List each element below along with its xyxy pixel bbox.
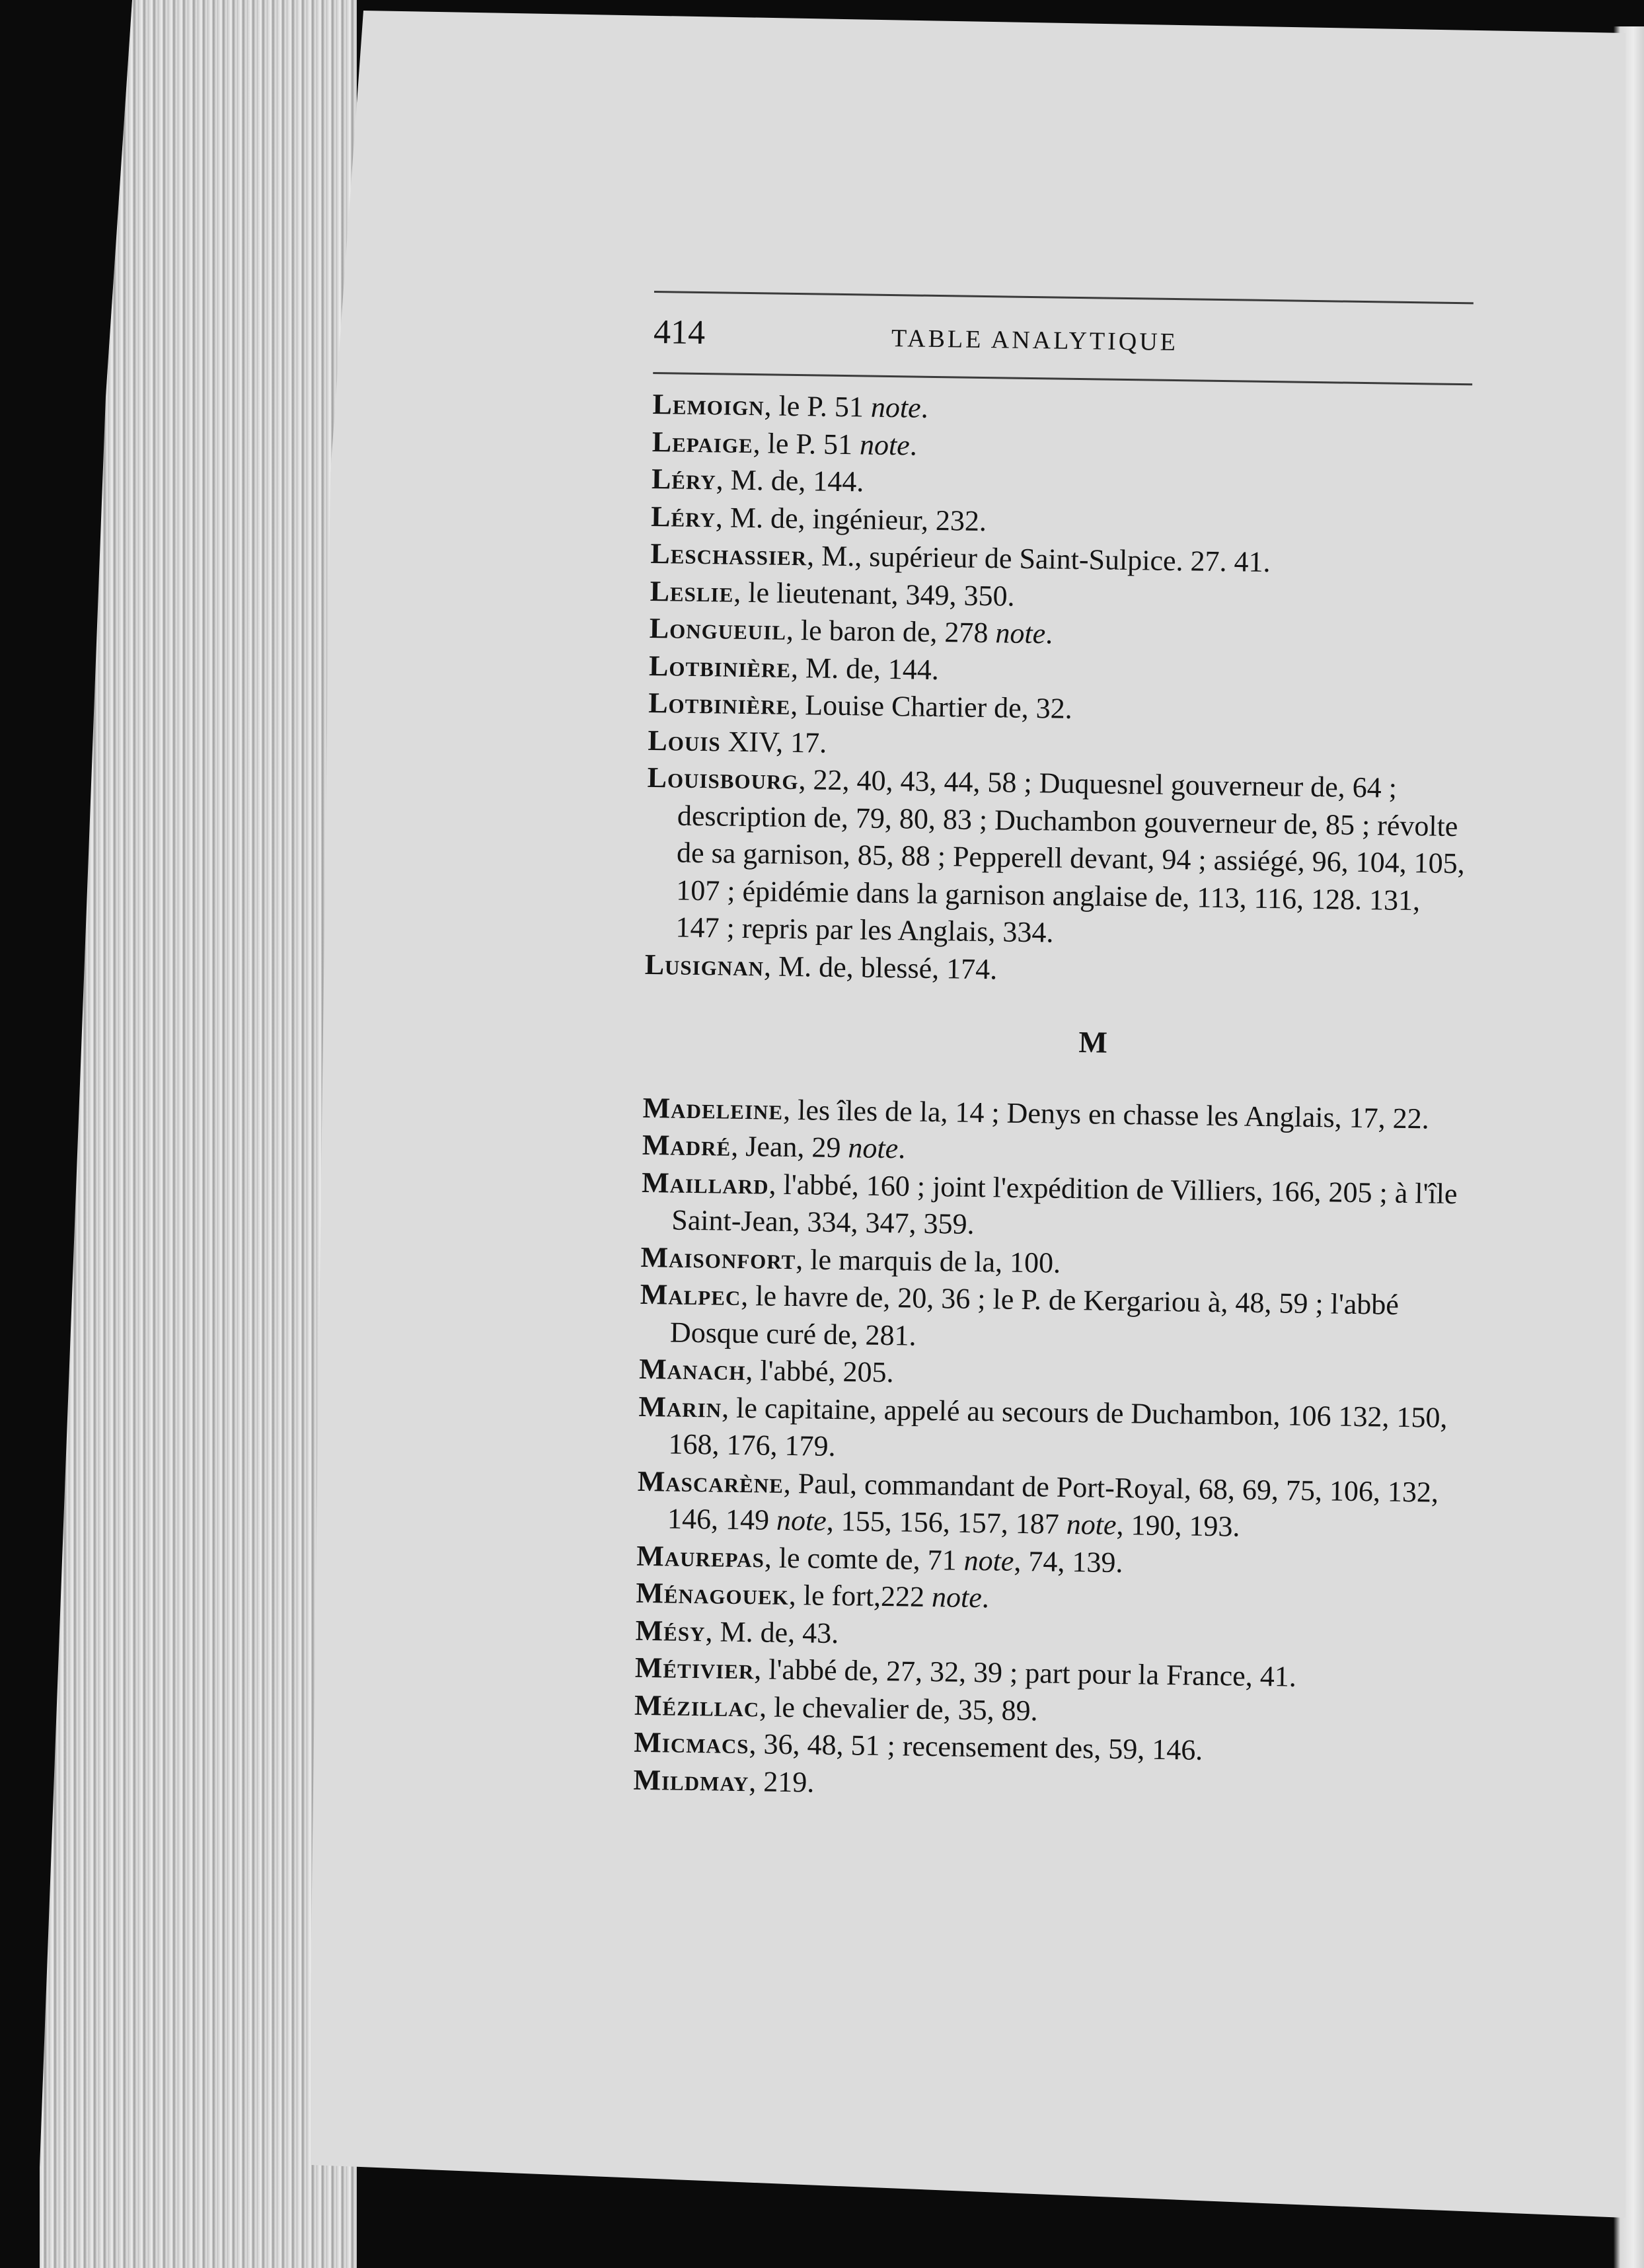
entry-text: , le lieutenant, 349, 350. bbox=[733, 576, 1015, 613]
entry-text-tail: , 190, 193. bbox=[1116, 1508, 1240, 1543]
entry-headword: Maurepas bbox=[636, 1539, 765, 1574]
entry-note: note bbox=[963, 1544, 1014, 1577]
index-entry bbox=[645, 759, 1467, 958]
entry-headword: Mascarène bbox=[637, 1464, 784, 1499]
running-title: TABLE ANALYTIQUE bbox=[891, 324, 1179, 357]
entry-text-tail: . bbox=[1045, 617, 1053, 650]
entry-headword: Marin bbox=[638, 1390, 722, 1424]
entry-text-tail: . bbox=[897, 1132, 906, 1165]
entry-text-tail: , 155, 156, 157, 187 bbox=[826, 1504, 1067, 1540]
entry-headword: Lusignan bbox=[644, 948, 765, 982]
entry-text: , Paul, commandant de Port-Royal, 68, 69, 75, 106, 132, 146, 149 bbox=[667, 1466, 1439, 1536]
entry-text: , le P. 51 bbox=[764, 389, 872, 424]
entry-headword: Mildmay bbox=[633, 1763, 749, 1797]
entry-text: , l'abbé de, 27, 32, 39 ; part pour la France, 41. bbox=[754, 1653, 1297, 1693]
entry-text: , Louise Chartier de, 32. bbox=[790, 688, 1073, 725]
entry-text: , M. de, 144. bbox=[790, 651, 940, 686]
entry-text: , le capitaine, appelé au secours de Duchambon, 106 132, 150, 168, 176, 179. bbox=[668, 1391, 1448, 1463]
index-entries bbox=[633, 386, 1472, 1810]
entry-text: , Jean, 29 bbox=[730, 1129, 848, 1164]
entry-text-tail: , 74, 139. bbox=[1014, 1544, 1123, 1579]
page-number: 414 bbox=[653, 313, 706, 352]
index-entries-l bbox=[644, 386, 1472, 995]
entry-note: note bbox=[848, 1131, 899, 1165]
entry-headword: Ménagouek bbox=[636, 1576, 790, 1612]
entry-text: , l'abbé, 160 ; joint l'expédition de Villiers, 166, 205 ; à l'île Saint-Jean, 334, 347, 359. bbox=[671, 1168, 1458, 1240]
entry-text-tail: . bbox=[920, 391, 929, 424]
entry-headword: Longueuil bbox=[649, 611, 787, 646]
entry-headword: Louisbourg bbox=[647, 761, 799, 796]
entry-note: note bbox=[776, 1503, 827, 1537]
entry-note: note bbox=[995, 617, 1046, 650]
entry-headword: Louis bbox=[648, 724, 721, 757]
entry-headword: Madré bbox=[642, 1128, 731, 1162]
entry-text: , le marquis de la, 100. bbox=[795, 1242, 1061, 1279]
entry-text: , M. de, ingénieur, 232. bbox=[715, 500, 987, 537]
entry-text: , M. de, 144. bbox=[716, 463, 864, 498]
entry-headword: Lotbinière bbox=[648, 649, 792, 684]
entry-text: , 219. bbox=[749, 1764, 815, 1799]
entry-text: , M. de, blessé, 174. bbox=[763, 949, 998, 985]
entry-headword: Leslie bbox=[650, 574, 734, 609]
entry-text: XIV, 17. bbox=[720, 724, 827, 759]
index-entry bbox=[641, 1164, 1461, 1250]
entry-headword: Lemoign bbox=[652, 387, 765, 422]
entry-text-tail: . bbox=[981, 1581, 990, 1614]
entry-text: , 22, 40, 43, 44, 58 ; Duquesnel gouverneur de, 64 ; description de, 79, 80, 83 ; Duchambon gouverneur de, 85 ; révolte de sa garnison, 85, 88 ; Pepperell devant, 94 ; assiégé, 96, 104, 105, 107 ; épidémie dans la garnison anglaise de, 113, 116, 128. 131, 147 ; repris par les Anglais, 334. bbox=[675, 763, 1466, 949]
entry-text: , le baron de, 278 bbox=[786, 613, 996, 650]
entry-headword: Micmacs bbox=[633, 1725, 749, 1760]
entry-text: , l'abbé, 205. bbox=[745, 1354, 894, 1389]
entry-text: , M. de, 43. bbox=[705, 1614, 839, 1649]
page-content bbox=[633, 291, 1474, 1810]
entry-headword: Mézillac bbox=[634, 1688, 760, 1723]
entry-note: note bbox=[859, 428, 911, 461]
entry-headword: Métivier bbox=[634, 1651, 755, 1686]
entry-headword: Malpec bbox=[640, 1277, 741, 1312]
section-letter: M bbox=[1078, 1025, 1108, 1059]
entry-note: note bbox=[870, 391, 922, 424]
page-header bbox=[653, 293, 1474, 383]
entry-headword: Maillard bbox=[641, 1166, 769, 1201]
entry-text: , M., supérieur de Saint-Sulpice. 27. 41. bbox=[806, 539, 1271, 579]
entry-note: note bbox=[1066, 1507, 1117, 1541]
entry-note: note bbox=[931, 1581, 983, 1614]
entry-text: , le chevalier de, 35, 89. bbox=[759, 1690, 1038, 1727]
index-entries-m bbox=[633, 1089, 1462, 1810]
index-entry bbox=[637, 1462, 1457, 1548]
entry-headword: Madeleine bbox=[642, 1091, 784, 1126]
entry-text: , les îles de la, 14 ; Denys en chasse les Anglais, 17, 22. bbox=[782, 1093, 1430, 1135]
entry-text: , le P. 51 bbox=[753, 426, 860, 461]
entry-text-tail: . bbox=[909, 428, 918, 462]
entry-headword: Léry bbox=[650, 500, 716, 533]
entry-headword: Lepaige bbox=[652, 425, 754, 459]
index-entry bbox=[640, 1276, 1460, 1362]
index-entry bbox=[638, 1388, 1458, 1474]
book-page-edges bbox=[40, 0, 357, 2268]
entry-headword: Mésy bbox=[635, 1614, 706, 1647]
entry-headword: Maisonfort bbox=[640, 1240, 796, 1275]
entry-text: , le fort,222 bbox=[788, 1579, 932, 1614]
entry-headword: Lotbinière bbox=[648, 686, 791, 721]
entry-text: , le comte de, 71 bbox=[764, 1541, 965, 1577]
entry-headword: Léry bbox=[651, 462, 717, 496]
entry-text: , 36, 48, 51 ; recensement des, 59, 146. bbox=[749, 1727, 1203, 1766]
entry-headword: Manach bbox=[638, 1352, 746, 1387]
entry-headword: Leschassier bbox=[650, 537, 807, 572]
entry-text: , le havre de, 20, 36 ; le P. de Kergariou à, 48, 59 ; l'abbé Dosque curé de, 281. bbox=[669, 1279, 1400, 1352]
